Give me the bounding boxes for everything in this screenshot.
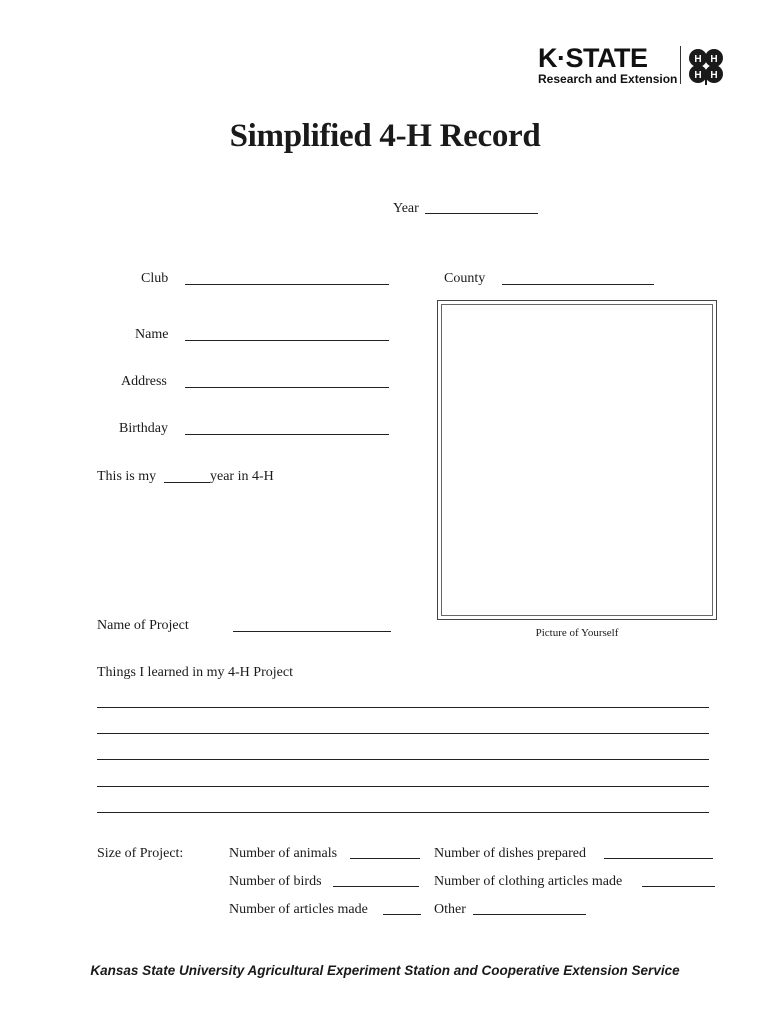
- kstate-wordmark: K·STATE: [538, 43, 648, 73]
- club-field[interactable]: [185, 284, 389, 285]
- year-field[interactable]: [425, 213, 538, 214]
- year-label: Year: [393, 201, 419, 216]
- county-label: County: [444, 271, 486, 286]
- things-learned-line-2[interactable]: [97, 733, 709, 734]
- county-field[interactable]: [502, 284, 654, 285]
- name-of-project-field[interactable]: [233, 631, 391, 632]
- things-learned-line-3[interactable]: [97, 759, 709, 760]
- photo-frame[interactable]: [437, 300, 717, 620]
- photo-frame-inner: [441, 304, 713, 616]
- number-of-clothing-label: Number of clothing articles made: [434, 874, 623, 889]
- name-label: Name: [135, 327, 169, 342]
- number-of-clothing-field[interactable]: [642, 886, 715, 887]
- research-extension-subtitle: Research and Extension: [538, 72, 678, 86]
- number-of-dishes-field[interactable]: [604, 858, 713, 859]
- birthday-field[interactable]: [185, 434, 389, 435]
- year-in-4h-label: year in 4-H: [210, 469, 274, 484]
- things-learned-label: Things I learned in my 4-H Project: [97, 665, 293, 680]
- number-of-articles-made-field[interactable]: [383, 914, 421, 915]
- year-number-field[interactable]: [164, 482, 210, 483]
- svg-text:H: H: [694, 54, 702, 65]
- things-learned-line-5[interactable]: [97, 812, 709, 813]
- name-of-project-label: Name of Project: [97, 618, 189, 633]
- size-of-project-label: Size of Project:: [97, 846, 184, 861]
- other-label: Other: [434, 902, 466, 917]
- club-label: Club: [141, 271, 169, 286]
- svg-text:H: H: [710, 70, 718, 81]
- birthday-label: Birthday: [119, 421, 168, 436]
- number-of-dishes-label: Number of dishes prepared: [434, 846, 587, 861]
- svg-text:H: H: [710, 54, 718, 65]
- address-label: Address: [121, 374, 167, 389]
- number-of-birds-field[interactable]: [333, 886, 419, 887]
- number-of-birds-label: Number of birds: [229, 874, 322, 889]
- this-is-my-label: This is my: [97, 469, 157, 484]
- logo-divider: [680, 46, 681, 84]
- things-learned-line-4[interactable]: [97, 786, 709, 787]
- name-field[interactable]: [185, 340, 389, 341]
- number-of-animals-field[interactable]: [350, 858, 420, 859]
- things-learned-line-1[interactable]: [97, 707, 709, 708]
- footer-text: Kansas State University Agricultural Experiment Station and Cooperative Extension Service: [90, 963, 680, 978]
- other-field[interactable]: [473, 914, 586, 915]
- photo-caption: Picture of Yourself: [535, 627, 619, 639]
- 4-h-clover-icon: [686, 46, 726, 86]
- number-of-articles-made-label: Number of articles made: [229, 902, 368, 917]
- address-field[interactable]: [185, 387, 389, 388]
- number-of-animals-label: Number of animals: [229, 846, 338, 861]
- page-title: Simplified 4-H Record: [229, 118, 541, 154]
- svg-text:H: H: [694, 70, 702, 81]
